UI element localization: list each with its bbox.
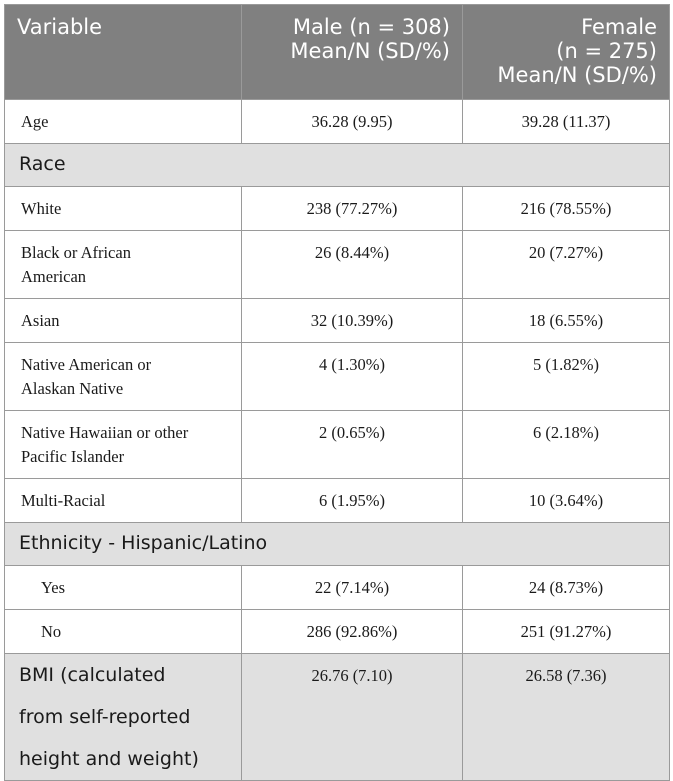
male-value: 36.28 (9.95) (242, 100, 463, 144)
row-label: BMI (calculated from self-reported height and weight) (5, 654, 242, 781)
table-row-age (5, 100, 670, 144)
male-value: 22 (7.14%) (242, 566, 463, 610)
header-female-line3: Mean/N (SD/%) (497, 63, 657, 87)
male-value: 26 (8.44%) (242, 231, 463, 299)
table-row (5, 610, 670, 654)
female-value: 20 (7.27%) (463, 231, 670, 299)
row-label: Multi-Racial (5, 479, 242, 523)
row-label: Native Hawaiian or other Pacific Islander (5, 411, 242, 479)
table-row (5, 187, 670, 231)
table-row (5, 566, 670, 610)
male-value: 4 (1.30%) (242, 343, 463, 411)
female-value: 39.28 (11.37) (463, 100, 670, 144)
header-female-line1: Female (581, 15, 657, 39)
row-label: Asian (5, 299, 242, 343)
header-female (463, 5, 670, 100)
table-row (5, 299, 670, 343)
row-label: Yes (5, 566, 242, 610)
table-row (5, 411, 670, 479)
female-value: 24 (8.73%) (463, 566, 670, 610)
female-value: 26.58 (7.36) (463, 654, 670, 781)
table-row (5, 343, 670, 411)
female-value: 6 (2.18%) (463, 411, 670, 479)
header-female-line2: (n = 275) (556, 39, 657, 63)
female-value: 18 (6.55%) (463, 299, 670, 343)
row-label: White (5, 187, 242, 231)
section-label: Ethnicity - Hispanic/Latino (5, 523, 670, 566)
section-row-race (5, 144, 670, 187)
male-value: 32 (10.39%) (242, 299, 463, 343)
table-row (5, 479, 670, 523)
male-value: 238 (77.27%) (242, 187, 463, 231)
female-value: 5 (1.82%) (463, 343, 670, 411)
section-label: Race (5, 144, 670, 187)
female-value: 10 (3.64%) (463, 479, 670, 523)
male-value: 26.76 (7.10) (242, 654, 463, 781)
row-label: Native American or Alaskan Native (5, 343, 242, 411)
male-value: 6 (1.95%) (242, 479, 463, 523)
header-male-line2: Mean/N (SD/%) (290, 39, 450, 63)
female-value: 216 (78.55%) (463, 187, 670, 231)
table-row (5, 231, 670, 299)
header-row (5, 5, 670, 100)
row-label: Black or African American (5, 231, 242, 299)
female-value: 251 (91.27%) (463, 610, 670, 654)
section-row-ethnicity (5, 523, 670, 566)
demographics-table (4, 4, 670, 781)
header-male-line1: Male (n = 308) (292, 15, 450, 39)
table-row-bmi (5, 654, 670, 781)
header-variable: Variable (5, 5, 242, 100)
header-male (242, 5, 463, 100)
male-value: 2 (0.65%) (242, 411, 463, 479)
row-label: No (5, 610, 242, 654)
demographics-table-container (4, 4, 669, 781)
row-label: Age (5, 100, 242, 144)
male-value: 286 (92.86%) (242, 610, 463, 654)
